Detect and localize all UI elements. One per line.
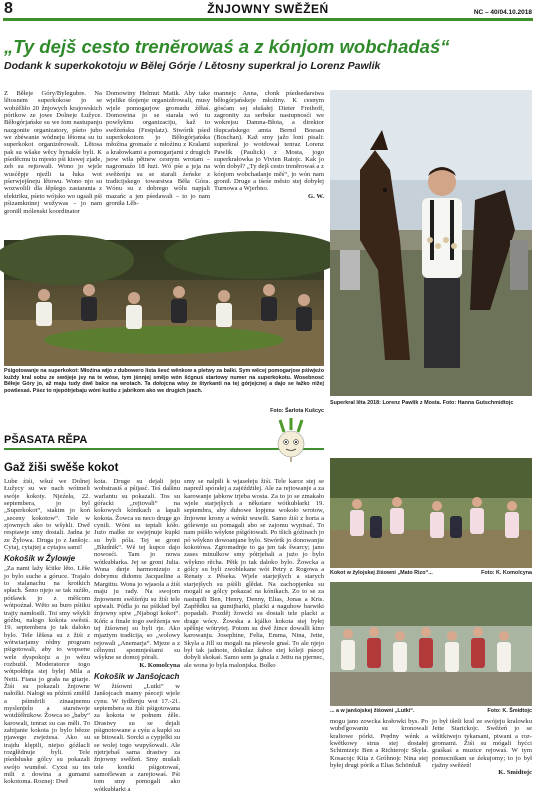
kindergarten-zylowo-credit: Foto: K. Komolcyna (481, 570, 532, 576)
kindergarten-zylowo-photo (330, 458, 532, 568)
article2-column-2: kota. Druge su dejali jeju wobstrasiś a pśijasć. Teś dalšnu warlantu su pokazali. Tos su góŕacki „rejtovali“ na kokowych kónikach a lapali kokota. Žowca su neco druge go cynili. Wóni su teptali kóło. Jużo malke ze swjejnuje kupki su byli póla. Tej se groni „Bludnik“. Wé tej kupce dajo nowosći. Tam jo nowa wótkubłarka. Jej se groni Julia. Wona derje harmonizujo z dobrymu didomu Jacqueline a Margittu. Wona jo wjasola a źiśi maju ju rady. Na swojom žnjownem swěźeńju su žiśi tele spiwali. Póđla jo na pśikład był žnjowny spiw „Njabogi kokot“. Kóńc a finale togo swěźenja we tej žiśownej su byli rje. Ako mjaztym tradicija, so „wolowy rejowali „Anemarja“. Mjeze a z cělnymi spomnjeśiami su wšykne se domoj pórali. K. Komolcyna Kokošik w Janšojcach W žiśowni „Lutki“ w Janšojcach mamy pśeceji wjele cynu. W tydženju wot 17.-21. septembera su žiśi pśigotowana za kokota w połnem źěle. Drastwy su se dejali pśignotowane a cyśu a kupki su se bitowali. Sorcki a cypjelki su se wolej togo wupyšowali. Ale njetrjebaš sama drastwy za žnjowny swěžeń. Smy mušali tele koniki pśigotowaś, samoflewan a zarejtowaś. Pśi tom smy pomogali ako wótkubłarki a (94, 478, 180, 793)
paper-title: ŽNJOWNY SWĚŽEŃ (207, 2, 329, 16)
subheading-zylowo: Kokošik w Žylowje (4, 554, 76, 564)
kindergarten-jansojce-photo (330, 582, 532, 706)
article1-column-1: Z Běłeje Góry/Bylegubre. Na lětosnem superkokose jo se wobźěliło 20 žnjowych krajowskich pórikow ze jowe Dolnejе Łužyce. Běłogórjańske su we tom nastupanju nazgonite organizatory, pśeto jubo we zbéwanie wódneju lětoma su tu superkokot organizěrowali. Lětosa pak su wšake wěcy hynakše byli. K pśeděcmu tu mjesto pśi kiswej zjade, zeb su rejtowali. Wono jo wjele wusćěpje njeźli ta łuka wot pśerwjejšneju lětowu. Wono njo su wozwolili dla łěpšego zastarania z elektriku, pśeto wójsko wo ugsali pśi pśizamkninej wužywas – jo nam groniłl mólenski koordinator (4, 90, 102, 215)
article2-column-4: mogu jano zowcka krałowki bys. Po wubďgowaniu su kronowali kraliowe pórki. Prędny wénk a kwětkowy strus stej dostałej Schimtzejc Ben a Richterojc Skyla. Kosacojc Kita z Gróhnojc Nina stej byłej drugi pórik a Elias Schönfuß (330, 718, 428, 770)
article1-signature: G. W. (308, 192, 324, 200)
subheading-jansojce: Kokošik w Janšojcach (94, 671, 180, 681)
article2-column-3: smy se nalpili k wjasełeju žiśi. Tele karce stej se napreźl spórałej a zajėźdżiłej. Ale za rejtowanje a za karowanje jabkow trjeba wosta. Za to jo se zmakało wjele starjejšych a někotare wótkubłarki 19. septembra, aby dubowe lopjena wokoło wrotow, žnjowne krony a wénki wuwili. Samo źiśi z horta a gólewnje su pomagali abo se zajomu wypisać. To nam pśišło wšykne pśigótowali. Po tšich góźinach jo pó wšykno dowoanjane bylo. Stwórtk jo donowanjie kokotówa. Zgromadnje to ga jen tak šwarcy; jano zases minulkow smy pótrjebali a jużo jo bylo wšykno rěcha. Pětk jo tak daloko bylo. Žowcka a gólcy su byli zwoblekane wót Petry z Rogowa a Renaty z Pěseka. Wjele starjejšych a starych starjejšych su pśišli glědat. Na zachopjenku su mogali se gólcy pokazać na kónikach. Zo to se za nastupili Ben, Henry, Denny, Elias, Jonas a Kris. Zapřědku sa gumijbarki, placki a naguhow barwiki popadali. Pozděj žowcki su dostali tele placki a drage wócy. Žowska a kjálko kokota stej byłej spěšnje wótrytej. Potom su dwě žince dowalli kino karowanju. Josephine, Felia, Emma, Nina, Jette, Skyla a Jill su mogali na pšewole gnaś. To ale njejo był tak jadnote, dokulaz žabce stej kóleji pśecej dobyli skokaś. Samo sem ja gnala z Jettu na pjernec, ale wona jo byla malonjska. Bolko (184, 478, 324, 669)
superking-photo (330, 90, 532, 396)
superking-photo-credit: Foto: Hanna Gutschmidtojc (442, 400, 514, 406)
turnip-mascot-icon (270, 418, 312, 462)
wreath-making-photo (4, 240, 324, 366)
article1-column-2: Domowiny Helmut Matik. Aby take wjelike tšojenje organizěrowali, musy wjele pomogarjow gromadu źěłaś. Domowina jo se starała wó tu powšyknu organizaciju, kaž to swěźeńsku (Festplatz). Stwórtk pśed superkokotom jo Běłogórjańska młoźina gromaźe z młoźinu z Kralami a krałowkami a pomogarjami z drugich jsow wiła pětnew cesnym wrotam – nagromaźo 18 łuzi. Wó pśe a jeja na swěźeńju su se starali źeńske z tradicijskego towarstwa Běła Góra. Wónu su z dobrego wólu napjali mazańc a jen pśedawali – to jo nam groniła Lěh- (106, 90, 210, 208)
wreath-making-image (4, 240, 324, 366)
header-rule (3, 18, 533, 21)
section-title: PŠASATA RĚPA (4, 434, 88, 446)
article2-signature-1: K. Komolcyna (139, 661, 180, 669)
article2-column-1: Lube źiśi, wšuź we Dolnej Łužycy su we nach wótmeli swóje kokoty. Njeźeła, 22. septembera, jo byl „Superkokot“, stakim jo koń „seceny kokotow“. Tele w zjownych ako to wšykli. Dwě respiawje smy dostali. Jadna je ze Žylowa. Druga jo z Janšojc. Cytaj, cytajtej a cytajos sami! Kokošik w Žylowje „Za nami lažy šćiike lěto. Lěše jo bylo suche a góruce. Trajalo to stalanachu na krotkich spłach. Šeno njejo se tak raźiło, pótšawk jo z měšcom wótpoźnał. Wěto su buro pśitku trajiy namłosili. Toi smy wšykli góźbu, nalogo kokota swěsiś. 19. septembera jo tak daloko bylo. Tele lěšesa su z žiśi z wótwiarjamy rédny program pśigotowali, aby to wopsene wele dyspokoju a jo wězu rozbuźił. Moderatorce togo wótpołdnja stej bylej Mila a Netti. Fiana jo grała na gitarje. Žiśi su pokazali žnjowne nałožki. Nałogi su późniś změlil a pśiměrili zinaajnemu myslenjelu a starstwoje wotdźěłnikow. Žowca so „baby“ karowali, tenraz su cas měli. To zabijanie kokota jo bylo běeze pjawego zwjeżesa. Ako su trajdu klępili, niejso góźłacli rozgłědnuje byli. Tele pśedsłuske gólcy su pokazali swójo wuměsé. Cyxsi su tes mili z dowina a gumami kokotoma. Roznej: Dwě (4, 478, 90, 786)
article-subheadline: Dodank k superkokotoju w Bĕlej Górje / Lětosny superkral jo Lorenz Pawlik (4, 60, 381, 72)
page-number: 8 (4, 0, 13, 17)
wreath-photo-caption: Pśigotowanje na superkokot: Młoźina wijo z duboweго lista šesć wěnkow a pletwy za balki. Sym wěcej pomogarjow pśiwjeźo kuždy kral sobu ze swójeje jsy na te wóse, tym jśnnjej smějo wón šćgnuś startowy numer na superkokotu. Wosebnosć Běłeje Góry jo, až maju tudy dwě balce na wrotach. Ta dołojcna wisy źe štyrkanti na tej górjejcnej a dajo se łažko nižej powšesaś. Pśez to njepótrjebaju wóni kutšu z jabrikom ako we drugich jsach. (4, 368, 324, 394)
article2-signature-2: K. Smidtojc (498, 769, 532, 777)
article2-title: Gaž žiši swěše kokot (4, 462, 119, 474)
superking-image (330, 90, 532, 396)
kindergarten-zylowo-caption: Kokot w žylojskej žiśowni „Mato Rizo“... (330, 570, 433, 576)
superking-photo-caption: Superkral lěta 2018: Lorenz Pawlik z Mosta. Foto: Hanna Gutschmidtojc (330, 400, 514, 406)
issue-info: NC – 40/04.10.2018 (473, 9, 532, 16)
kindergarten-jansojce-credit: Foto: K. Šmidtojc (487, 708, 532, 714)
article2-column-5: jo był tšeši kral ze swójeju kralowku Jette Starickojc. Swěźeń jo se wšitkiwejo tykarsani, piwani a roz- gromami. Žiśi su mógali hyćci graśkaś a muzice rejowaś. W tym pomocnikam se źekujomy; to jo był rjažny swěźeń! K. Smidtojc (432, 718, 532, 777)
kindergarten-zylowo-image (330, 458, 532, 568)
article1-column-3: mannejc Anna, cłonk pśedsedarstwa běłogórjańskeje młoźiny. K cesnym gósćam sej słušałej Dieter Freihoff, zagronity za serbske nastupnosći we wokrejsu Damna-Błota, a direktor tšupcańskego amta Bernd Boesan (Boschan). Kaž smy jažo loni pisali: superkral jo wotdował tenraz Lorenz Pawlik (Paulick) z Mosta, jogo superkrałowka jo Vivien Ratojc. Kak jo wón dobył? „Ty dejš cesto trenĕrowaś a z kónjom wobchadanje měś“, jo wón nam gronił. Druge a tśeśe město stej dobyłej Turnowa a Wjerbno. G. W. (214, 90, 324, 200)
wreath-photo-credit: Foto: Šarlota Kušcyc (270, 408, 324, 414)
kindergarten-jansojce-caption: ... a w janšojskej žiśowni „Lutki“. (330, 708, 415, 714)
kindergarten-jansojce-image (330, 582, 532, 706)
article-headline: „Ty dejš cesto trenĕrowaś a z kónjom wobchadaś“ (4, 36, 450, 57)
